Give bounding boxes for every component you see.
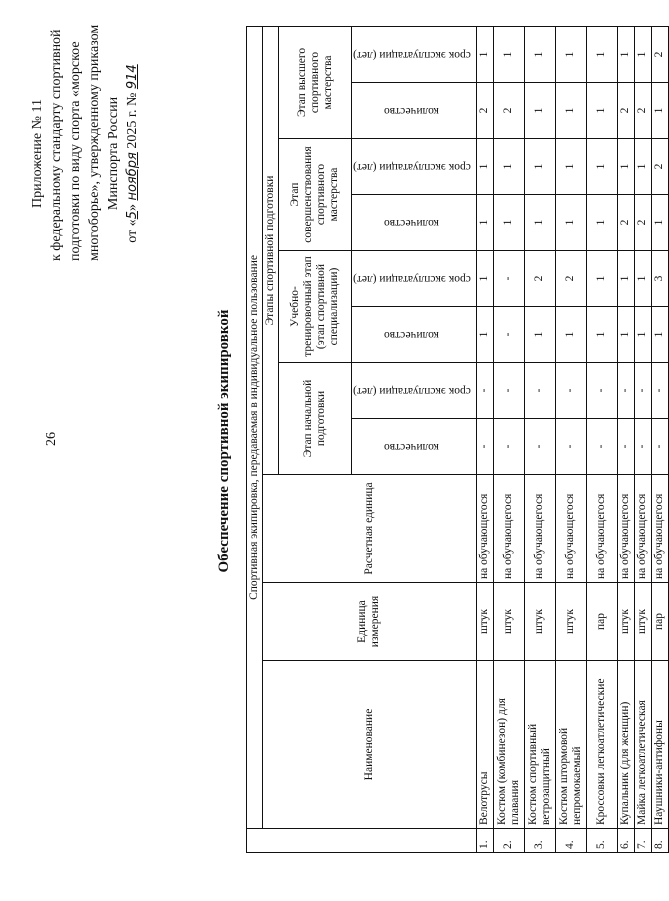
table-row — [634, 26, 651, 852]
row-value: 1 — [493, 139, 524, 195]
row-value: 1 — [524, 195, 555, 251]
row-value: - — [524, 363, 555, 419]
row-value: - — [634, 363, 651, 419]
date-year: 2025 г. № — [125, 92, 140, 149]
row-calc-unit: на обучающегося — [617, 475, 634, 583]
sub-term-3: срок эксплуатации (лет) — [353, 161, 471, 173]
row-value: 1 — [555, 307, 586, 363]
row-number: 3. — [524, 829, 555, 853]
row-value: 2 — [555, 251, 586, 307]
row-name: Купальник (для женщин) — [617, 661, 634, 829]
header-stage-3: Этап совершенствования спортивного мастерства — [279, 139, 352, 251]
row-value: 1 — [634, 26, 651, 82]
date-day: 5 — [125, 211, 140, 220]
row-value: 2 — [493, 83, 524, 139]
appendix-date-line — [123, 46, 142, 261]
table-row — [586, 26, 617, 852]
row-value: 1 — [586, 139, 617, 195]
row-value: - — [617, 419, 634, 475]
row-name: Велотрусы — [476, 661, 493, 829]
row-value: 1 — [651, 83, 668, 139]
row-unit: штук — [617, 583, 634, 661]
appendix-line-2: к федеральному стандарту спортивной — [49, 29, 64, 261]
row-value: 2 — [524, 251, 555, 307]
row-calc-unit: на обучающегося — [586, 475, 617, 583]
row-value: 1 — [651, 307, 668, 363]
row-number: 7. — [634, 829, 651, 853]
table-row — [476, 26, 493, 852]
row-name: Майка легкоатлетическая — [634, 661, 651, 829]
row-value: 1 — [555, 139, 586, 195]
row-value: 1 — [555, 26, 586, 82]
row-value: 1 — [524, 139, 555, 195]
row-value: 1 — [617, 307, 634, 363]
order-number: 914 — [125, 64, 140, 90]
row-value: 1 — [476, 139, 493, 195]
row-value: 1 — [555, 83, 586, 139]
header-name: Наименование — [263, 661, 477, 829]
sub-qty-1: количество — [384, 441, 440, 453]
table-header-row-2 — [263, 26, 279, 852]
row-value: - — [651, 419, 668, 475]
row-value: 1 — [651, 195, 668, 251]
sub-term-1: срок эксплуатации (лет) — [353, 385, 471, 397]
row-number: 1. — [476, 829, 493, 853]
row-number: 8. — [651, 829, 668, 853]
appendix-line-3: подготовки по виду спорта «морское — [68, 41, 83, 261]
row-value: 1 — [493, 195, 524, 251]
row-value: 1 — [634, 139, 651, 195]
header-stage-4: Этап высшего спортивного мастерства — [279, 26, 352, 138]
row-value: - — [555, 363, 586, 419]
row-name: Наушники-антифоны — [651, 661, 668, 829]
appendix-number: Приложение № 11 — [30, 99, 45, 208]
row-unit: пар — [651, 583, 668, 661]
row-value: - — [493, 251, 524, 307]
header-stages: Этапы спортивной подготовки — [263, 26, 279, 474]
equipment-table — [246, 26, 669, 853]
sub-qty-2: количество — [384, 329, 440, 341]
row-value: 1 — [586, 195, 617, 251]
row-value: 2 — [617, 83, 634, 139]
row-value: - — [586, 419, 617, 475]
header-stage-1: Этап начальной подготовки — [279, 363, 352, 475]
row-unit: штук — [476, 583, 493, 661]
row-value: 1 — [634, 307, 651, 363]
row-value: - — [634, 419, 651, 475]
row-value: 2 — [476, 83, 493, 139]
row-value: 1 — [493, 26, 524, 82]
row-name: Костюм спортивный ветрозащитный — [524, 661, 555, 829]
row-value: 1 — [617, 251, 634, 307]
row-calc-unit: на обучающегося — [524, 475, 555, 583]
header-stage-2: Учебно-тренировочный этап (этап спортивной специализации) — [279, 251, 352, 363]
row-value: 1 — [524, 307, 555, 363]
header-top: Спортивная экипировка, передаваемая в индивидуальное пользование — [247, 26, 263, 828]
row-value: 3 — [651, 251, 668, 307]
row-value: - — [586, 363, 617, 419]
page-number: 26 — [44, 432, 59, 446]
row-calc-unit: на обучающегося — [555, 475, 586, 583]
sub-term-2: срок эксплуатации (лет) — [353, 273, 471, 285]
row-unit: штук — [493, 583, 524, 661]
row-value: 2 — [651, 139, 668, 195]
sub-qty-4: количество — [384, 105, 440, 117]
row-calc-unit: на обучающегося — [476, 475, 493, 583]
header-unit: Единица измерения — [263, 583, 477, 661]
table-body — [476, 26, 668, 852]
document-title: Обеспечение спортивной экипировкой — [216, 309, 232, 573]
row-number: 2. — [493, 829, 524, 853]
header-calc-unit: Расчетная единица — [263, 475, 477, 583]
table-row — [555, 26, 586, 852]
row-value: - — [476, 419, 493, 475]
row-value: - — [493, 363, 524, 419]
row-value: 1 — [524, 83, 555, 139]
row-value: 1 — [586, 251, 617, 307]
row-value: - — [493, 307, 524, 363]
row-unit: штук — [634, 583, 651, 661]
table-row — [493, 26, 524, 852]
row-value: 1 — [617, 139, 634, 195]
row-name: Кроссовки легкоатлетические — [586, 661, 617, 829]
row-number: 5. — [586, 829, 617, 853]
row-value: - — [493, 419, 524, 475]
row-value: 1 — [476, 195, 493, 251]
row-name: Костюм (комбинезон) для плавания — [493, 661, 524, 829]
row-value: 1 — [555, 195, 586, 251]
row-unit: пар — [586, 583, 617, 661]
row-value: 2 — [634, 83, 651, 139]
row-value: 2 — [651, 26, 668, 82]
date-month: ноября — [125, 152, 140, 201]
row-value: 1 — [586, 83, 617, 139]
table-row — [524, 26, 555, 852]
row-value: 1 — [476, 307, 493, 363]
row-value: - — [651, 363, 668, 419]
row-calc-unit: на обучающегося — [634, 475, 651, 583]
row-calc-unit: на обучающегося — [651, 475, 668, 583]
row-calc-unit: на обучающегося — [493, 475, 524, 583]
row-value: 2 — [617, 195, 634, 251]
row-unit: штук — [555, 583, 586, 661]
sub-qty-3: количество — [384, 217, 440, 229]
row-number: 6. — [617, 829, 634, 853]
table-row — [651, 26, 668, 852]
appendix-line-4: многоборье», утвержденному приказом — [87, 24, 102, 261]
sub-term-4: срок эксплуатации (лет) — [353, 48, 471, 61]
row-value: - — [476, 363, 493, 419]
row-name: Костюм штормовой непромокаемый — [555, 661, 586, 829]
row-value: - — [617, 363, 634, 419]
row-unit: штук — [524, 583, 555, 661]
row-value: 1 — [634, 251, 651, 307]
row-value: 1 — [476, 26, 493, 82]
appendix-line-5: Минспорта России — [106, 96, 121, 211]
appendix-header — [28, 24, 142, 261]
row-value: 2 — [634, 195, 651, 251]
date-prefix: от « — [125, 219, 140, 243]
row-value: 1 — [586, 26, 617, 82]
row-value: 1 — [476, 251, 493, 307]
table-row — [617, 26, 634, 852]
row-value: 1 — [617, 26, 634, 82]
row-value: 1 — [524, 26, 555, 82]
date-mid: » — [125, 204, 140, 212]
table-header-row-1 — [247, 26, 263, 852]
row-value: 1 — [586, 307, 617, 363]
row-value: - — [555, 419, 586, 475]
row-value: - — [524, 419, 555, 475]
row-number: 4. — [555, 829, 586, 853]
